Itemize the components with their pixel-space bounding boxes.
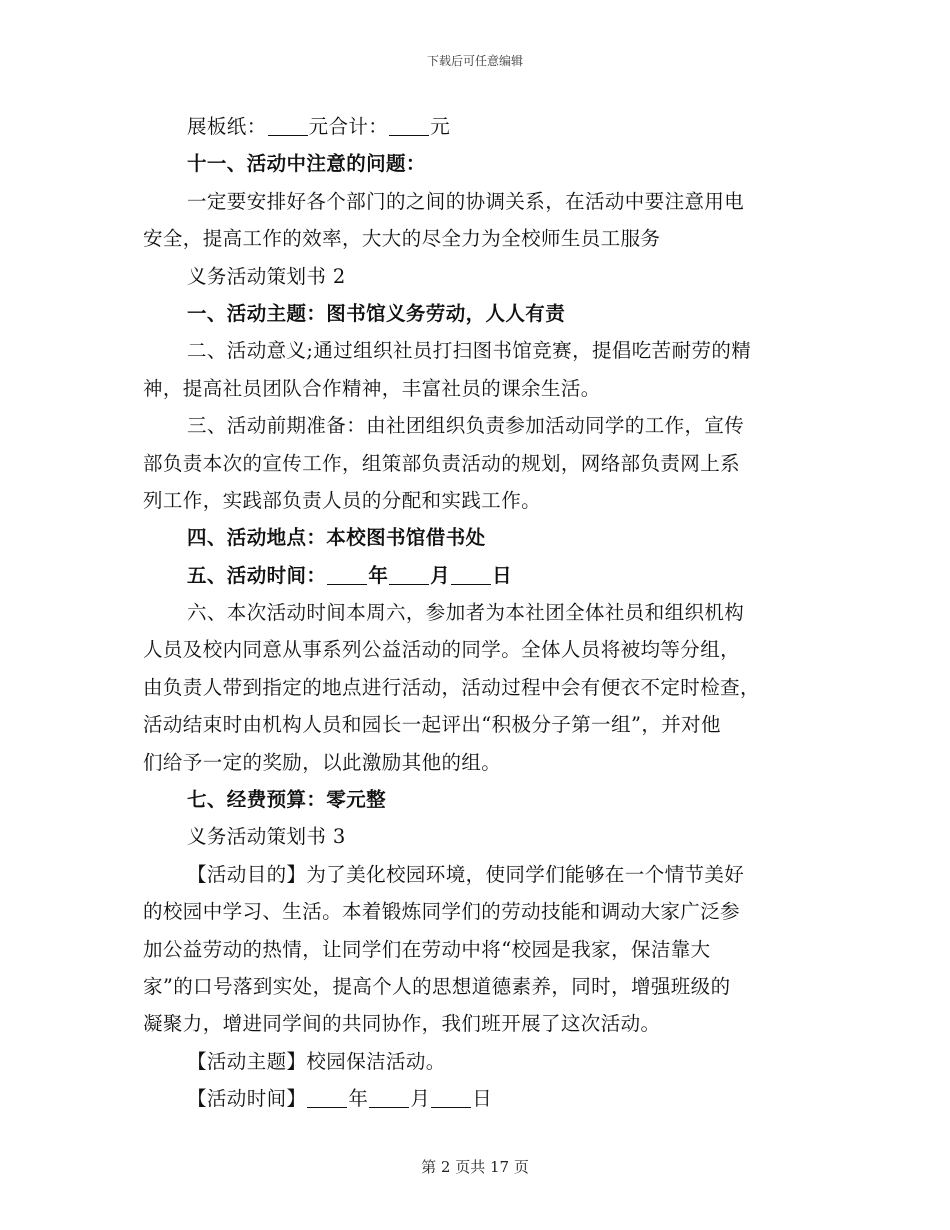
paragraph-line: 【活动目的】为了美化校园环境，使同学们能够在一个情节美好: [187, 862, 745, 886]
budget-board-label: 展板纸：: [187, 115, 267, 138]
month-label: 月: [430, 563, 451, 587]
day-label: 日: [472, 1087, 493, 1111]
paragraph-line: 六、本次活动时间本周六，参加者为本社团全体社员和组织机构: [187, 601, 745, 625]
paragraph-line: 列工作，实践部负责人员的分配和实践工作。: [143, 488, 542, 512]
paragraph-line: 一定要安排好各个部门的之间的协调关系，在活动中要注意用电: [187, 189, 745, 213]
paragraph-line: 们给予一定的奖励，以此激励其他的组。: [143, 750, 502, 774]
paragraph-line: 活动结束时由机构人员和园长一起评出“积极分子第一组”，并对他: [143, 713, 721, 737]
day-label: 日: [492, 563, 513, 587]
paragraph-line: 由负责人带到指定的地点进行活动，活动过程中会有便衣不定时检查，: [143, 675, 760, 699]
month-label: 月: [410, 1087, 431, 1111]
doc-subtitle: 义务活动策划书 3: [187, 825, 346, 849]
blank-field: [327, 562, 367, 585]
paragraph-line: 凝聚力，增进同学间的共同协作，我们班开展了这次活动。: [143, 1012, 661, 1036]
budget-line: [143, 108, 807, 145]
page-footer: 第 2 页共 17 页: [421, 1158, 529, 1176]
page-header: 下载后可任意编辑: [426, 54, 523, 68]
doc-subtitle: 义务活动策划书 2: [187, 264, 346, 288]
blank-field: [431, 1085, 471, 1108]
paragraph-line: 二、活动意义;通过组织社员打扫图书馆竞赛，提倡吃苦耐劳的精: [187, 339, 752, 363]
blank-field: [389, 113, 429, 136]
activity-time-line: [143, 557, 807, 594]
year-label: 年: [368, 563, 389, 587]
blank-field: [369, 1085, 409, 1108]
paragraph-line: 家”的口号落到实处，提高个人的思想道德素养，同时，增强班级的: [143, 974, 731, 998]
section-heading: 十一、活动中注意的问题：: [187, 152, 426, 176]
paragraph-line: 【活动主题】校园保洁活动。: [187, 1049, 446, 1073]
activity-time-line: [143, 1080, 807, 1117]
paragraph-line: 安全，提高工作的效率，大大的尽全力为全校师生员工服务: [143, 227, 661, 251]
paragraph-line: 的校园中学习、生活。本着锻炼同学们的劳动技能和调动大家广泛参: [143, 900, 741, 924]
paragraph-line: 人员及校内同意从事系列公益活动的同学。全体人员将被均等分组，: [143, 638, 741, 662]
budget-total-label: 元合计：: [308, 115, 389, 138]
blank-field: [451, 562, 491, 585]
budget-unit: 元: [430, 115, 451, 138]
section-heading: 七、经费预算：零元整: [187, 788, 387, 812]
section-heading: 四、活动地点：本校图书馆借书处: [187, 526, 486, 550]
paragraph-line: 三、活动前期准备：由社团组织负责参加活动同学的工作，宣传: [187, 414, 745, 438]
time-label: 【活动时间】: [187, 1087, 307, 1111]
blank-field: [268, 113, 308, 136]
blank-field: [307, 1085, 347, 1108]
paragraph-line: 加公益劳动的热情，让同学们在劳动中将“校园是我家，保洁靠大: [143, 937, 711, 961]
year-label: 年: [348, 1087, 369, 1111]
paragraph-line: 神，提高社员团队合作精神，丰富社员的课余生活。: [143, 376, 601, 400]
time-label: 五、活动时间：: [187, 563, 327, 587]
document-body: [143, 108, 807, 1118]
paragraph-line: 部负责本次的宣传工作，组策部负责活动的规划，网络部负责网上系: [143, 451, 741, 475]
blank-field: [389, 562, 429, 585]
section-heading: 一、活动主题：图书馆义务劳动，人人有责: [187, 301, 566, 325]
